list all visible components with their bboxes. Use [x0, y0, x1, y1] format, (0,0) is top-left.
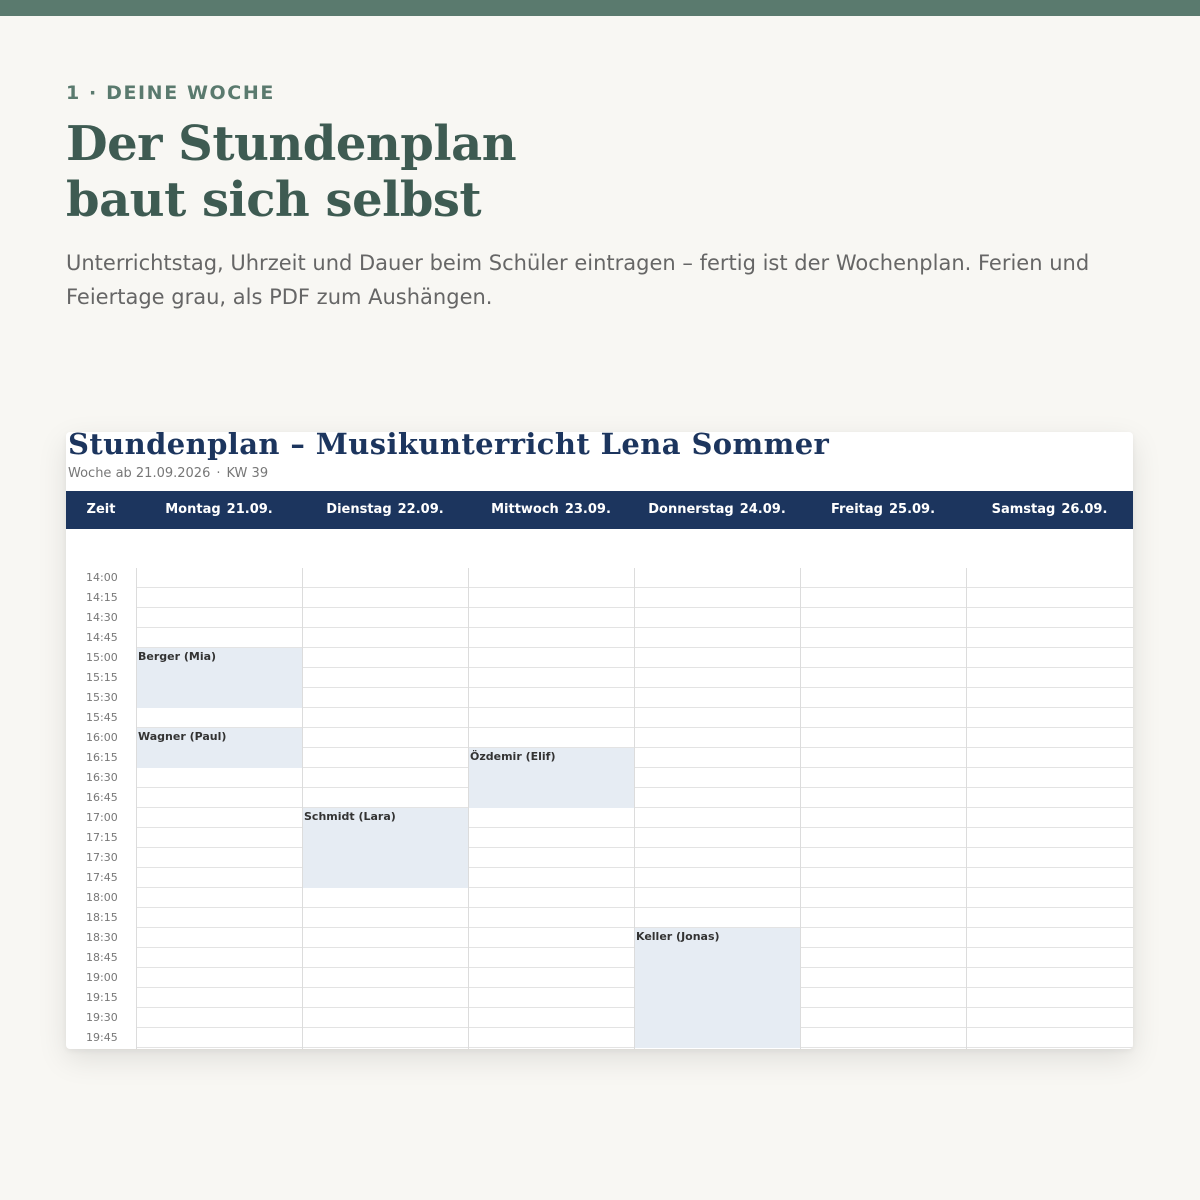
- day-header-thursday: [634, 491, 800, 529]
- grid-column-line: [468, 568, 469, 1049]
- time-label: 17:45: [86, 871, 118, 884]
- schedule-grid: [66, 568, 1133, 1049]
- time-label: 15:15: [86, 671, 118, 684]
- time-label: 16:15: [86, 751, 118, 764]
- time-label: 19:15: [86, 991, 118, 1004]
- week-separator: ·: [216, 466, 221, 481]
- time-label: 17:30: [86, 851, 118, 864]
- lesson-student-name: Özdemir (Elif): [470, 750, 556, 763]
- time-label: 17:00: [86, 811, 118, 824]
- lesson-block[interactable]: [302, 808, 468, 888]
- day-date: 23.09.: [564, 502, 611, 517]
- time-label: 14:45: [86, 631, 118, 644]
- time-label: 14:30: [86, 611, 118, 624]
- section-subtitle: Unterrichtstag, Uhrzeit und Dauer beim Schüler eintragen – fertig ist der Wochenplan. Ferien und Feiertage grau, als PDF zum Aushängen.: [66, 251, 1090, 309]
- day-name: Freitag: [830, 502, 883, 517]
- section-eyebrow: 1 · DEINE WOCHE: [66, 82, 275, 104]
- day-date: 22.09.: [397, 502, 444, 517]
- lesson-student-name: Berger (Mia): [138, 650, 217, 663]
- headline-line-2: baut sich selbst: [66, 172, 482, 228]
- time-label: 15:45: [86, 711, 118, 724]
- grid-column-line: [634, 568, 635, 1049]
- lesson-block[interactable]: [136, 728, 302, 768]
- time-label: 16:00: [86, 731, 118, 744]
- day-header-tuesday: [302, 491, 468, 529]
- time-label: 19:30: [86, 1011, 118, 1024]
- lesson-block[interactable]: [634, 928, 800, 1048]
- day-date: 25.09.: [888, 502, 936, 517]
- grid-column-line: [800, 568, 801, 1049]
- day-header-saturday: [966, 491, 1133, 529]
- week-label: Woche ab 21.09.2026: [68, 466, 211, 481]
- schedule-header-row: [66, 491, 1133, 529]
- day-header-wednesday: [468, 491, 634, 529]
- grid-column-line: [136, 568, 137, 1049]
- time-label: 18:45: [86, 951, 118, 964]
- schedule-preview-card: [66, 432, 1133, 1049]
- time-column: [66, 568, 136, 1049]
- schedule-week-info: [68, 466, 268, 481]
- time-label: 18:30: [86, 931, 118, 944]
- day-date: 21.09.: [226, 502, 273, 517]
- time-label: 19:00: [86, 971, 118, 984]
- time-label: 16:30: [86, 771, 118, 784]
- lesson-student-name: Schmidt (Lara): [304, 810, 396, 823]
- lesson-student-name: Wagner (Paul): [138, 730, 227, 743]
- day-name: Dienstag: [326, 502, 392, 517]
- day-name: Samstag: [991, 502, 1056, 517]
- day-header-monday: [136, 491, 302, 529]
- day-header-friday: [800, 491, 966, 529]
- time-label: 14:15: [86, 591, 118, 604]
- lesson-block[interactable]: [136, 648, 302, 708]
- lesson-block[interactable]: [468, 748, 634, 808]
- time-label: 15:00: [86, 651, 118, 664]
- lesson-student-name: Keller (Jonas): [636, 930, 720, 943]
- time-label: 14:00: [86, 571, 118, 584]
- time-label: 18:15: [86, 911, 118, 924]
- time-label: 16:45: [86, 791, 118, 804]
- day-name: Montag: [165, 502, 221, 517]
- calendar-week-label: KW 39: [226, 466, 269, 481]
- time-label: 19:45: [86, 1031, 118, 1044]
- day-name: Donnerstag: [648, 502, 734, 517]
- schedule-title: Stundenplan – Musikunterricht Lena Sommer: [68, 432, 830, 461]
- time-label: 15:30: [86, 691, 118, 704]
- top-accent-bar: [0, 0, 1200, 16]
- grid-column-line: [302, 568, 303, 1049]
- section-headline: [66, 116, 516, 228]
- day-date: 26.09.: [1061, 502, 1108, 517]
- day-date: 24.09.: [739, 502, 786, 517]
- time-column-header: Zeit: [86, 502, 116, 517]
- day-name: Mittwoch: [491, 502, 559, 517]
- time-label: 18:00: [86, 891, 118, 904]
- time-label: 17:15: [86, 831, 118, 844]
- grid-column-line: [966, 568, 967, 1049]
- headline-line-1: Der Stundenplan: [66, 116, 517, 172]
